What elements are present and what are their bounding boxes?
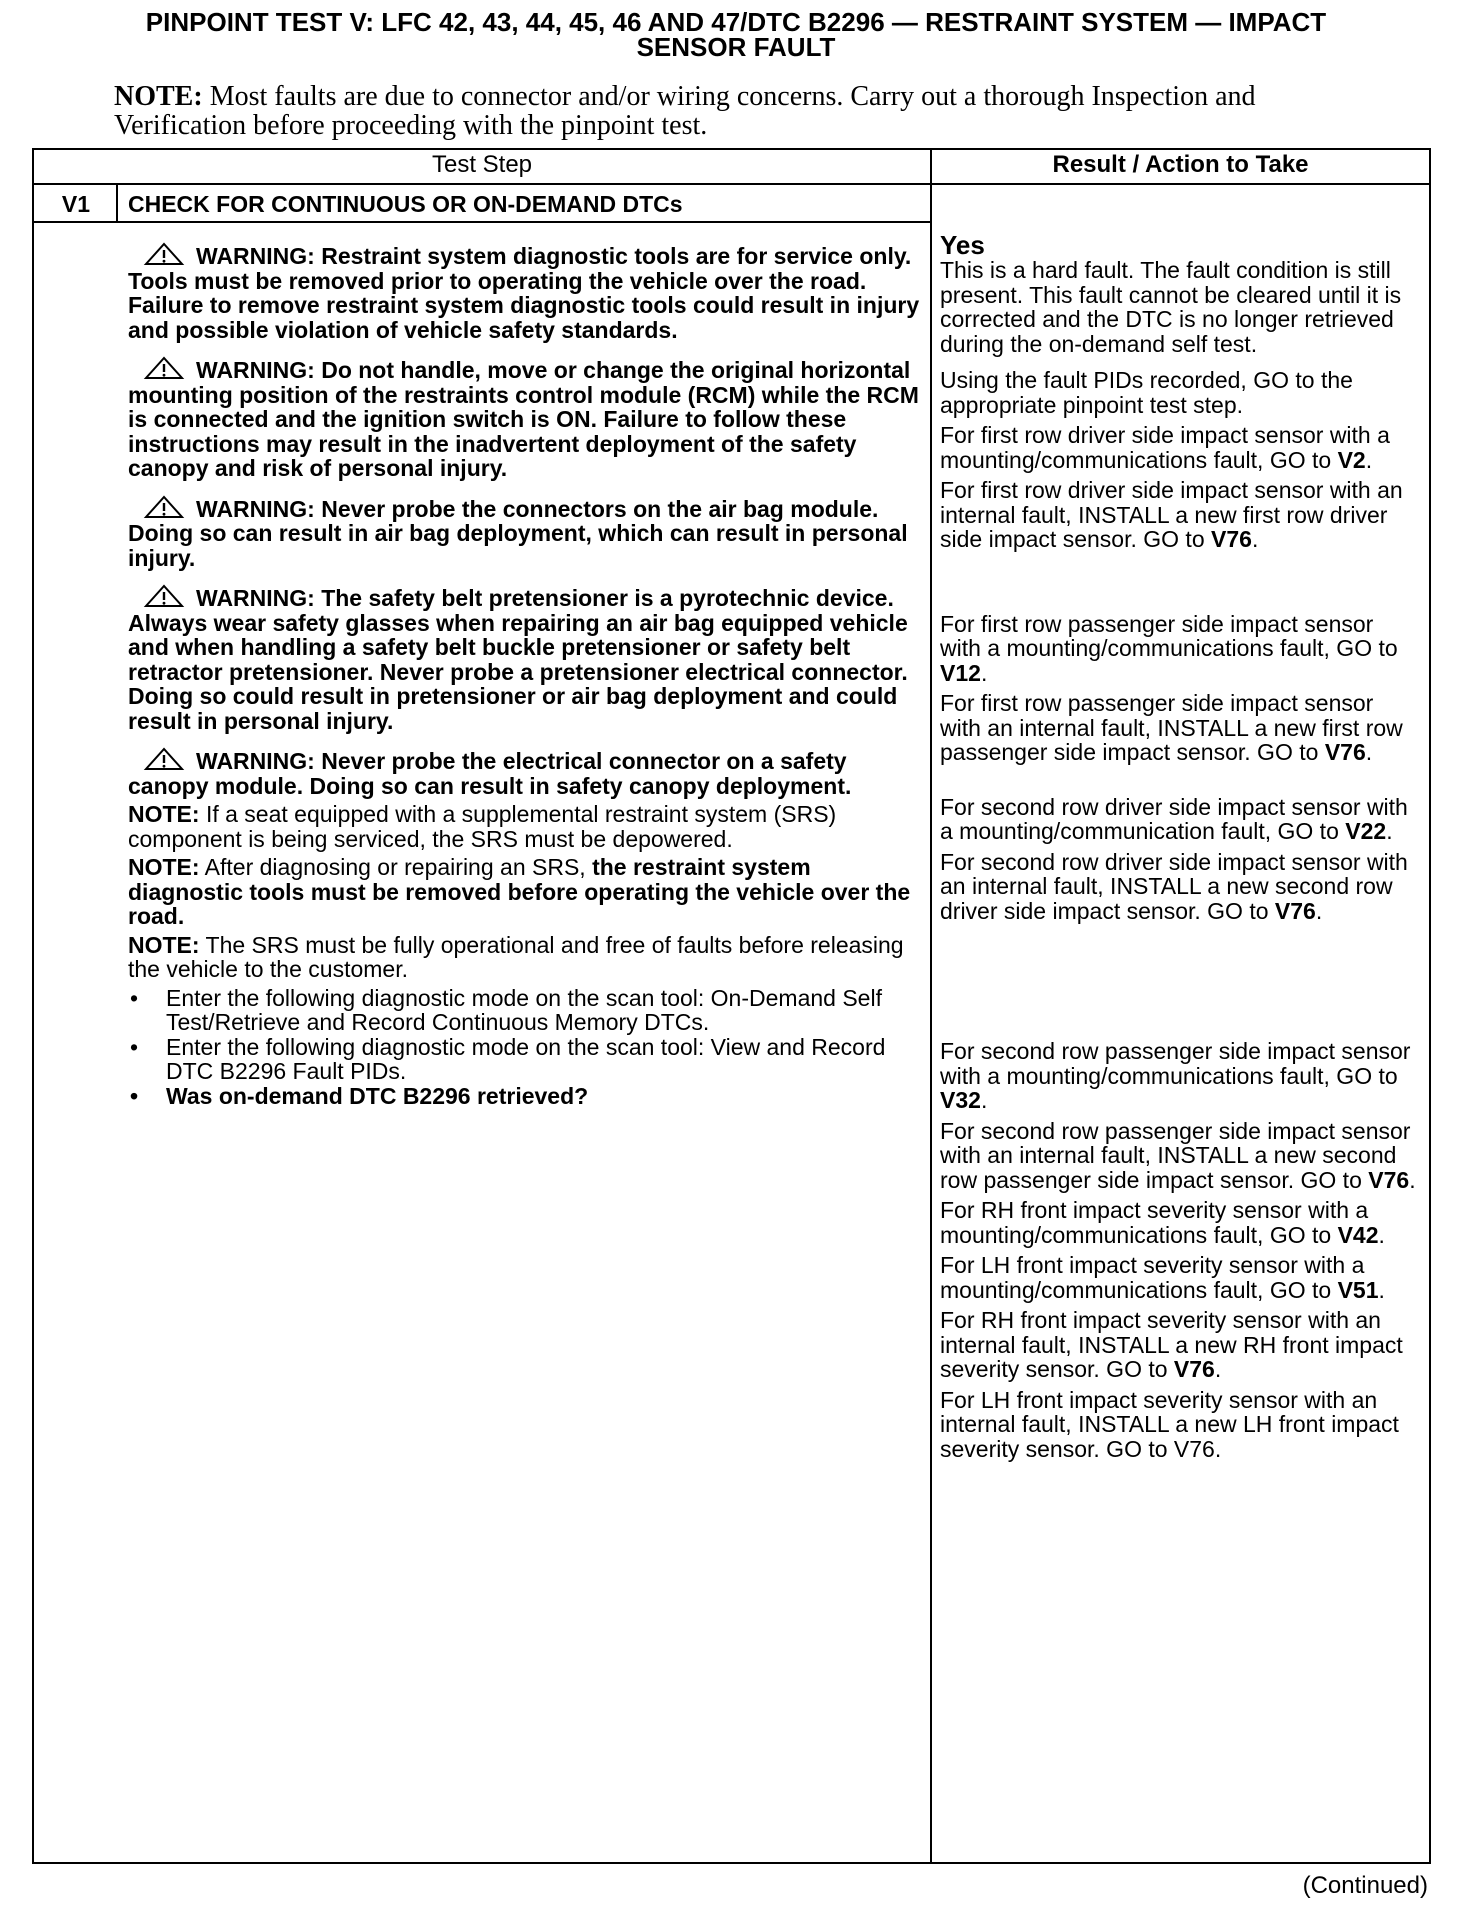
result-p4: For first row driver side impact sensor with an internal fault, INSTALL a new first row driver side impact sensor. GO to V76. — [940, 477, 1403, 552]
result-p9: For second row passenger side impact sensor with a mounting/communications fault, GO to V32. — [940, 1038, 1411, 1113]
ref-v76: V76 — [1173, 1356, 1215, 1382]
warning-1 — [128, 242, 928, 342]
warning-triangle-icon — [142, 747, 186, 771]
ref-v51: V51 — [1337, 1276, 1379, 1303]
note-2-label: NOTE: — [128, 854, 200, 880]
ref-v12: V12 — [940, 659, 981, 686]
result-p10: For second row passenger side impact sensor with an internal fault, INSTALL a new second row passenger side impact sensor. GO to V76. — [940, 1117, 1416, 1193]
ref-v76: V76 — [1368, 1166, 1410, 1193]
header-divider — [34, 183, 1429, 185]
ref-v76: V76 — [1324, 739, 1366, 765]
note-3-text: The SRS must be fully operational and free of faults before releasing the vehicle to the customer. — [128, 931, 904, 982]
test-step-content — [128, 242, 928, 1108]
warning-triangle-icon — [142, 584, 186, 608]
result-content — [940, 222, 1420, 1467]
warning-triangle-icon — [142, 242, 186, 266]
warning-4-text: WARNING: The safety belt pretensioner is a pyrotechnic device. Always wear safety glasses when repairing an air bag equipped vehicle and when handling a safety belt buckle pretensioner or safety belt retractor pretensioner. Never probe a pretensioner electrical connector. Doing so could result in pretensioner or air bag deployment and could result in personal injury. — [128, 585, 908, 734]
result-p1: This is a hard fault. The fault condition is still present. This fault cannot be cleared until it is corrected and the DTC is no longer retrieved during the on-demand self test. — [940, 257, 1402, 357]
ref-v42: V42 — [1337, 1221, 1379, 1248]
note-3-label: NOTE: — [128, 931, 200, 958]
header-result-action: Result / Action to Take — [1052, 151, 1309, 178]
note-1-label: NOTE: — [128, 801, 200, 827]
note-2-text: After diagnosing or repairing an SRS, — [199, 854, 593, 880]
title-line-1: PINPOINT TEST V: LFC 42, 43, 44, 45, 46 AND 47/DTC B2296 — RESTRAINT SYSTEM — IMPACT — [145, 7, 1327, 37]
result-p3: For first row driver side impact sensor with a mounting/communications fault, GO to V2. — [940, 422, 1390, 473]
bullet-1 — [128, 986, 928, 1035]
result-p8: For second row driver side impact sensor with an internal fault, INSTALL a new second row driver side impact sensor. GO to V76. — [940, 848, 1408, 924]
top-note — [114, 82, 1294, 140]
result-p13: For RH front impact severity sensor with an internal fault, INSTALL a new RH front impact severity sensor. GO to V76. — [940, 1307, 1403, 1382]
bullet-3 — [128, 1084, 928, 1109]
pinpoint-table — [32, 148, 1431, 1864]
warning-triangle-icon — [142, 356, 186, 380]
bullet-2 — [128, 1035, 928, 1084]
note-2 — [128, 855, 928, 929]
result-p6: For first row passenger side impact sensor with an internal fault, INSTALL a new first row passenger side impact sensor. GO to V76. — [940, 690, 1403, 765]
bullet-dot: • — [130, 1082, 139, 1109]
ref-v32: V32 — [940, 1087, 981, 1113]
continued-label: (Continued) — [1302, 1872, 1428, 1899]
ref-v76: V76 — [1211, 526, 1252, 552]
warning-3-text: WARNING: Never probe the connectors on the air bag module. Doing so can result in air bag deployment, which can result in personal injury. — [128, 495, 908, 571]
warning-5-text: WARNING: Never probe the electrical connector on a safety canopy module. Doing so can result in safety canopy deployment. — [128, 748, 852, 799]
note-2-bold-text: the restraint system diagnostic tools must be removed before operating the vehicle over the road. — [128, 854, 911, 929]
warning-triangle-icon — [142, 495, 186, 519]
top-note-label: NOTE: — [114, 81, 203, 112]
result-p12: For LH front impact severity sensor with a mounting/communications fault, GO to V51. — [940, 1252, 1385, 1303]
result-yes-label: Yes — [940, 230, 985, 260]
result-p14: For LH front impact severity sensor with an internal fault, INSTALL a new LH front impact severity sensor. GO to V76. — [940, 1386, 1399, 1462]
title-line-2: SENSOR FAULT — [636, 32, 836, 62]
warning-2 — [128, 356, 928, 481]
result-p5: For first row passenger side impact sensor with a mounting/communications fault, GO to V12. — [940, 610, 1398, 686]
warning-3 — [128, 495, 928, 571]
ref-v76: V76 — [1274, 897, 1316, 924]
note-1-text: If a seat equipped with a supplemental restraint system (SRS) component is being serviced, the SRS must be depowered. — [128, 801, 837, 852]
bullet-3-text: Was on-demand DTC B2296 retrieved? — [166, 1082, 589, 1109]
result-p2: Using the fault PIDs recorded, GO to the appropriate pinpoint test step. — [940, 367, 1353, 418]
bullet-dot: • — [130, 984, 139, 1011]
result-p11: For RH front impact severity sensor with a mounting/communications fault, GO to V42. — [940, 1197, 1385, 1248]
step-title: CHECK FOR CONTINUOUS OR ON-DEMAND DTCs — [128, 191, 683, 217]
ref-v2: V2 — [1337, 446, 1366, 473]
warning-2-text: WARNING: Do not handle, move or change the original horizontal mounting position of the restraints control module (RCM) while the RCM is connected and the ignition switch is ON. Failure to follow these instructions may result in the inadvertent deployment of the safety canopy and risk of personal injury. — [128, 357, 919, 481]
warning-1-text: WARNING: Restraint system diagnostic tools are for service only. Tools must be removed prior to operating the vehicle over the road. Failure to remove restraint system diagnostic tools could result in injury and possible violation of vehicle safety standards. — [128, 243, 920, 343]
top-note-text: Most faults are due to connector and/or wiring concerns. Carry out a thorough Inspection and Verification before proceeding with the pinpoint test. — [114, 81, 1256, 141]
column-divider — [930, 150, 932, 1862]
step-id: V1 — [61, 191, 91, 217]
bullet-2-text: Enter the following diagnostic mode on the scan tool: View and Record DTC B2296 Fault PIDs. — [166, 1033, 886, 1084]
ref-v22: V22 — [1345, 818, 1387, 844]
note-3 — [128, 933, 928, 982]
result-p7: For second row driver side impact sensor with a mounting/communication fault, GO to V22. — [940, 793, 1408, 844]
bullet-dot: • — [130, 1033, 139, 1060]
warning-5 — [128, 747, 928, 798]
bullet-1-text: Enter the following diagnostic mode on the scan tool: On-Demand Self Test/Retrieve and Record Continuous Memory DTCs. — [166, 984, 882, 1035]
note-1 — [128, 802, 928, 851]
page-title — [30, 7, 1442, 62]
warning-4 — [128, 584, 928, 733]
header-test-step: Test Step — [431, 151, 533, 178]
